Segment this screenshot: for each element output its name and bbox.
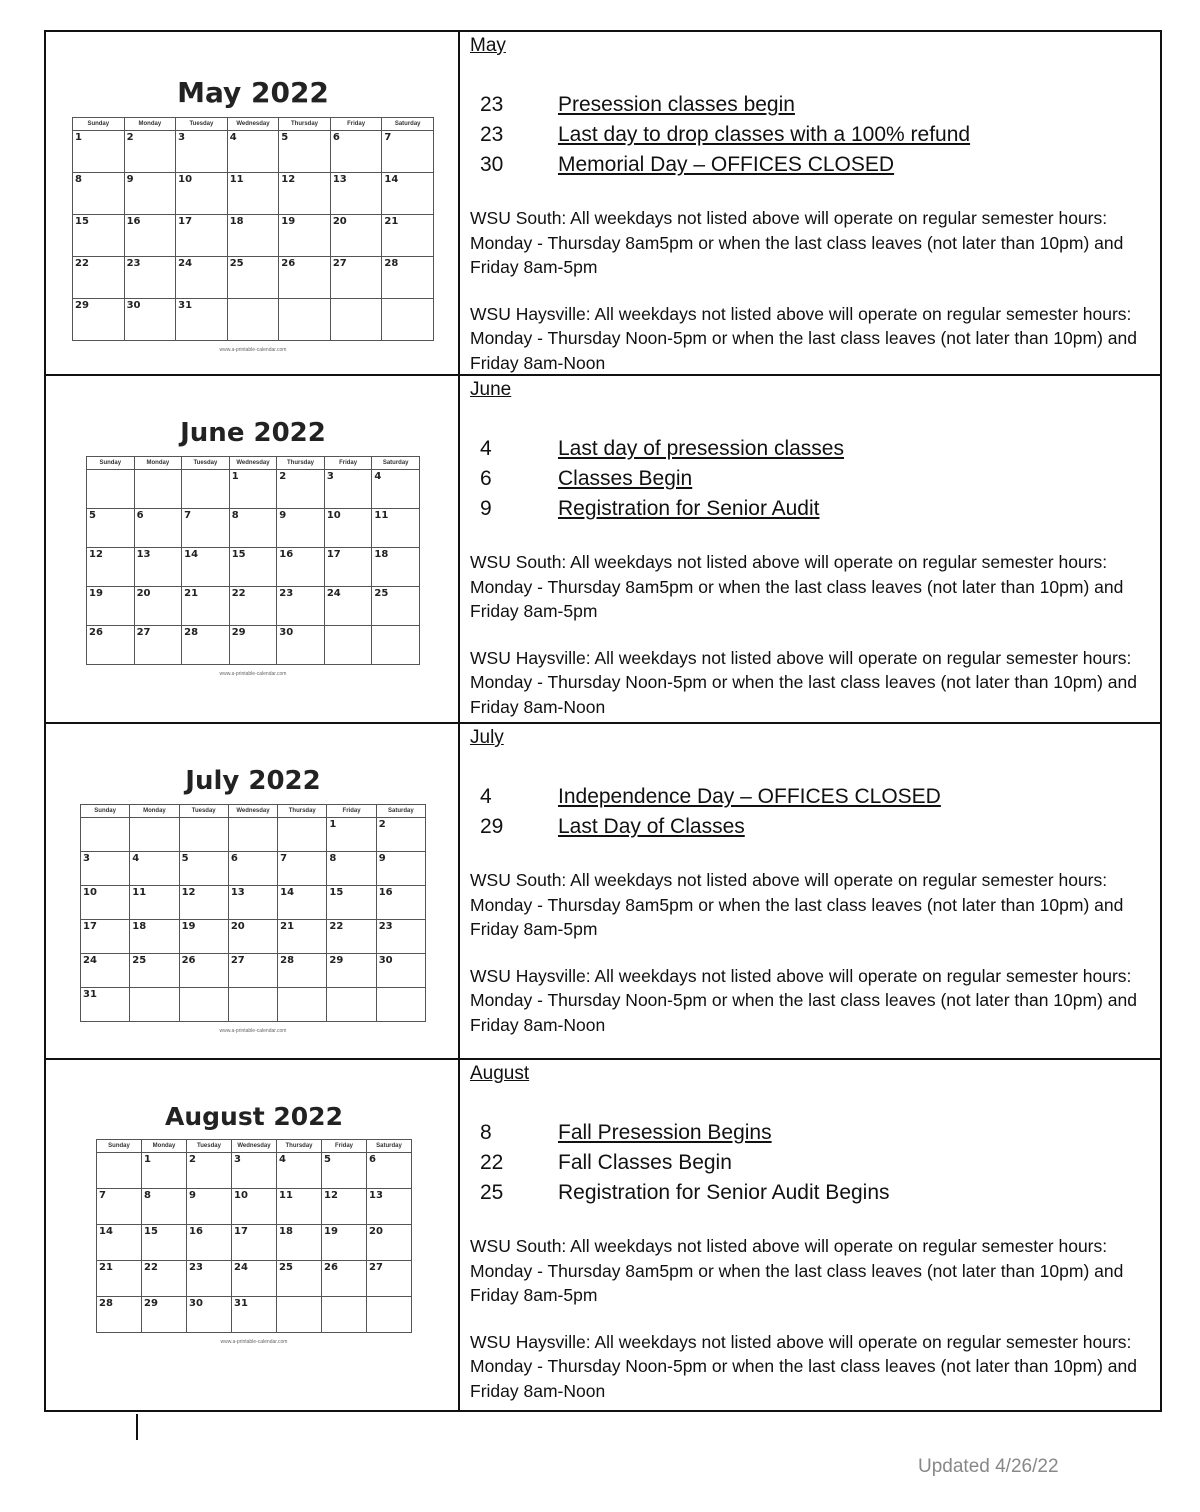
day-cell: 15	[229, 548, 277, 587]
week-row	[97, 1225, 412, 1261]
day-cell	[228, 818, 277, 852]
wsu-south-note: WSU South: All weekdays not listed above will operate on regular semester hours: Monday - Thursday 8am5pm or when the last class leaves (not later than 10pm) and Friday 8am-5pm	[470, 208, 1124, 277]
day-cell: 29	[327, 954, 376, 988]
weekday-label: Thursday	[277, 457, 325, 470]
day-cell: 9	[124, 173, 176, 215]
day-cell: 7	[182, 509, 230, 548]
day-cell: 5	[279, 131, 331, 173]
day-cell: 12	[279, 173, 331, 215]
month-calendar-image	[86, 418, 420, 677]
wsu-south-note: WSU South: All weekdays not listed above will operate on regular semester hours: Monday - Thursday 8am5pm or when the last class leaves (not later than 10pm) and Friday 8am-5pm	[470, 552, 1124, 621]
day-cell: 2	[124, 131, 176, 173]
wsu-haysville-note: WSU Haysville: All weekdays not listed above will operate on regular semester hours: Monday - Thursday Noon-5pm or when the last class leaves (not later than 10pm) and Friday 8am-Noon	[470, 303, 1137, 373]
day-cell: 8	[327, 852, 376, 886]
weekday-label: Thursday	[277, 1140, 322, 1153]
day-cell: 20	[367, 1225, 412, 1261]
day-cell: 7	[97, 1189, 142, 1225]
weekday-label: Friday	[327, 805, 376, 818]
day-cell: 21	[278, 920, 327, 954]
event-list	[470, 434, 1160, 524]
week-row	[87, 548, 420, 587]
day-cell: 12	[87, 548, 135, 587]
weekday-label: Thursday	[279, 118, 331, 131]
week-row	[81, 886, 426, 920]
day-cell: 9	[376, 852, 425, 886]
weekday-label: Wednesday	[227, 118, 279, 131]
month-row-july	[46, 722, 1160, 1058]
month-events-cell	[460, 376, 1160, 722]
weekday-label: Monday	[130, 805, 179, 818]
day-cell	[330, 299, 382, 341]
day-cell: 25	[372, 587, 420, 626]
day-cell	[227, 299, 279, 341]
day-cell: 28	[278, 954, 327, 988]
calendar-table	[44, 30, 1162, 1412]
day-cell: 1	[327, 818, 376, 852]
week-row	[87, 509, 420, 548]
week-row	[73, 131, 434, 173]
weekday-label: Sunday	[81, 805, 130, 818]
weekday-label: Wednesday	[228, 805, 277, 818]
day-cell: 25	[277, 1261, 322, 1297]
day-cell: 22	[229, 587, 277, 626]
week-row	[81, 920, 426, 954]
weekday-label: Tuesday	[176, 118, 228, 131]
day-cell: 3	[232, 1153, 277, 1189]
week-row	[87, 470, 420, 509]
calendar-image-cell	[46, 376, 460, 722]
day-cell	[228, 988, 277, 1022]
day-cell: 10	[232, 1189, 277, 1225]
calendar-image-cell	[46, 1060, 460, 1410]
weekday-label: Sunday	[97, 1140, 142, 1153]
day-cell: 17	[232, 1225, 277, 1261]
calendar-footer: www.a-printable-calendar.com	[220, 1339, 288, 1345]
event-item	[470, 812, 1160, 842]
day-cell: 8	[229, 509, 277, 548]
day-cell: 5	[179, 852, 228, 886]
event-label: Last Day of Classes	[558, 815, 745, 838]
calendar-grid	[86, 456, 420, 665]
event-label: Registration for Senior Audit	[558, 497, 820, 520]
day-cell: 27	[330, 257, 382, 299]
day-cell: 26	[279, 257, 331, 299]
event-day: 8	[480, 1121, 492, 1144]
weekday-label: Wednesday	[232, 1140, 277, 1153]
day-cell: 23	[376, 920, 425, 954]
day-cell: 8	[73, 173, 125, 215]
day-cell	[322, 1297, 367, 1333]
text-cursor	[136, 1414, 138, 1440]
event-item	[470, 494, 1160, 524]
week-row	[97, 1297, 412, 1333]
day-cell: 11	[372, 509, 420, 548]
week-row	[73, 215, 434, 257]
month-heading: August	[470, 1063, 530, 1084]
event-item	[470, 1118, 1160, 1148]
day-cell	[367, 1297, 412, 1333]
week-row	[97, 1153, 412, 1189]
day-cell: 16	[187, 1225, 232, 1261]
week-row	[73, 173, 434, 215]
event-label: Classes Begin	[558, 467, 693, 490]
day-cell	[97, 1153, 142, 1189]
day-cell: 4	[227, 131, 279, 173]
day-cell	[182, 470, 230, 509]
event-item	[470, 434, 1160, 464]
day-cell: 4	[130, 852, 179, 886]
day-cell	[278, 988, 327, 1022]
day-cell: 27	[367, 1261, 412, 1297]
event-day: 6	[480, 467, 492, 490]
day-cell: 23	[187, 1261, 232, 1297]
wsu-haysville-note: WSU Haysville: All weekdays not listed above will operate on regular semester hours: Monday - Thursday Noon-5pm or when the last class leaves (not later than 10pm) and Friday 8am-Noon	[470, 1331, 1137, 1401]
event-item	[470, 782, 1160, 812]
day-cell: 15	[327, 886, 376, 920]
day-cell: 6	[367, 1153, 412, 1189]
day-cell: 29	[73, 299, 125, 341]
event-label: Fall Presession Begins	[558, 1121, 772, 1144]
day-cell: 31	[176, 299, 228, 341]
week-row	[97, 1189, 412, 1225]
day-cell: 13	[367, 1189, 412, 1225]
month-heading: June	[470, 379, 512, 400]
week-row	[81, 988, 426, 1022]
event-item	[470, 90, 1160, 120]
weekday-label: Sunday	[87, 457, 135, 470]
day-cell	[376, 988, 425, 1022]
weekday-label: Sunday	[73, 118, 125, 131]
event-label: Presession classes begin	[558, 93, 795, 116]
day-cell: 28	[382, 257, 434, 299]
day-cell: 30	[376, 954, 425, 988]
day-cell: 10	[324, 509, 372, 548]
day-cell: 22	[73, 257, 125, 299]
day-cell	[81, 818, 130, 852]
day-cell: 28	[97, 1297, 142, 1333]
day-cell	[179, 818, 228, 852]
day-cell: 30	[187, 1297, 232, 1333]
wsu-haysville-note: WSU Haysville: All weekdays not listed above will operate on regular semester hours: Monday - Thursday Noon-5pm or when the last class leaves (not later than 10pm) and Friday 8am-Noon	[470, 965, 1137, 1035]
weekday-label: Saturday	[382, 118, 434, 131]
calendar-title: May 2022	[177, 76, 329, 109]
day-cell: 29	[142, 1297, 187, 1333]
month-calendar-image	[96, 1102, 412, 1345]
day-cell: 24	[81, 954, 130, 988]
calendar-grid	[96, 1139, 412, 1333]
day-cell: 19	[279, 215, 331, 257]
day-cell	[372, 626, 420, 665]
week-row	[87, 587, 420, 626]
day-cell: 13	[228, 886, 277, 920]
wsu-south-note: WSU South: All weekdays not listed above will operate on regular semester hours: Monday - Thursday 8am5pm or when the last class leaves (not later than 10pm) and Friday 8am-5pm	[470, 870, 1124, 939]
weekday-label: Tuesday	[187, 1140, 232, 1153]
day-cell: 21	[382, 215, 434, 257]
day-cell: 21	[97, 1261, 142, 1297]
day-cell: 21	[182, 587, 230, 626]
day-cell: 19	[179, 920, 228, 954]
calendar-title: August 2022	[165, 1102, 343, 1131]
event-item	[470, 150, 1160, 180]
day-cell: 4	[277, 1153, 322, 1189]
month-row-august	[46, 1058, 1160, 1410]
weekday-label: Friday	[330, 118, 382, 131]
calendar-grid	[80, 804, 426, 1022]
event-label: Registration for Senior Audit Begins	[558, 1181, 890, 1204]
day-cell: 16	[124, 215, 176, 257]
event-day: 9	[480, 497, 492, 520]
week-row	[97, 1261, 412, 1297]
day-cell: 1	[73, 131, 125, 173]
day-cell: 15	[142, 1225, 187, 1261]
day-cell: 9	[277, 509, 325, 548]
day-cell: 29	[229, 626, 277, 665]
weekday-header-row	[87, 457, 420, 470]
weekday-label: Thursday	[278, 805, 327, 818]
day-cell: 6	[228, 852, 277, 886]
weekday-label: Friday	[322, 1140, 367, 1153]
calendar-image-cell	[46, 724, 460, 1058]
calendar-footer: www.a-printable-calendar.com	[219, 1028, 287, 1034]
day-cell: 6	[330, 131, 382, 173]
day-cell: 23	[124, 257, 176, 299]
day-cell: 19	[87, 587, 135, 626]
week-row	[81, 852, 426, 886]
event-day: 23	[480, 93, 504, 116]
event-day: 25	[480, 1181, 504, 1204]
day-cell: 7	[382, 131, 434, 173]
day-cell: 18	[372, 548, 420, 587]
hours-notes	[470, 550, 1160, 719]
day-cell: 30	[124, 299, 176, 341]
day-cell: 25	[227, 257, 279, 299]
calendar-title: June 2022	[180, 418, 326, 448]
day-cell: 10	[81, 886, 130, 920]
day-cell: 22	[142, 1261, 187, 1297]
day-cell: 6	[134, 509, 182, 548]
day-cell: 11	[277, 1189, 322, 1225]
day-cell: 13	[134, 548, 182, 587]
event-list	[470, 1118, 1160, 1208]
month-events-cell	[460, 724, 1160, 1058]
day-cell	[134, 470, 182, 509]
event-day: 29	[480, 815, 504, 838]
week-row	[73, 299, 434, 341]
day-cell: 2	[376, 818, 425, 852]
event-day: 4	[480, 785, 492, 808]
wsu-south-note: WSU South: All weekdays not listed above will operate on regular semester hours: Monday - Thursday 8am5pm or when the last class leaves (not later than 10pm) and Friday 8am-5pm	[470, 1236, 1124, 1305]
day-cell: 4	[372, 470, 420, 509]
event-item	[470, 464, 1160, 494]
month-calendar-image	[72, 76, 434, 353]
month-row-june	[46, 374, 1160, 722]
day-cell: 18	[277, 1225, 322, 1261]
weekday-label: Tuesday	[182, 457, 230, 470]
weekday-label: Monday	[124, 118, 176, 131]
day-cell: 5	[322, 1153, 367, 1189]
day-cell: 13	[330, 173, 382, 215]
day-cell: 2	[277, 470, 325, 509]
day-cell	[130, 818, 179, 852]
day-cell: 26	[179, 954, 228, 988]
day-cell	[279, 299, 331, 341]
calendar-grid	[72, 117, 434, 341]
weekday-label: Saturday	[367, 1140, 412, 1153]
day-cell: 18	[130, 920, 179, 954]
weekday-label: Wednesday	[229, 457, 277, 470]
month-calendar-image	[80, 766, 426, 1034]
weekday-header-row	[73, 118, 434, 131]
month-heading: May	[470, 35, 506, 56]
event-label: Last day of presession classes	[558, 437, 844, 460]
day-cell: 9	[187, 1189, 232, 1225]
event-label: Fall Classes Begin	[558, 1151, 732, 1174]
day-cell: 24	[176, 257, 228, 299]
day-cell	[382, 299, 434, 341]
week-row	[87, 626, 420, 665]
weekday-label: Saturday	[376, 805, 425, 818]
month-row-may	[46, 32, 1160, 374]
day-cell: 8	[142, 1189, 187, 1225]
day-cell: 22	[327, 920, 376, 954]
day-cell: 11	[130, 886, 179, 920]
day-cell: 27	[228, 954, 277, 988]
calendar-image-cell	[46, 32, 460, 374]
day-cell: 16	[277, 548, 325, 587]
day-cell: 3	[176, 131, 228, 173]
day-cell: 20	[134, 587, 182, 626]
day-cell: 3	[81, 852, 130, 886]
day-cell: 2	[187, 1153, 232, 1189]
day-cell	[130, 988, 179, 1022]
event-list	[470, 782, 1160, 842]
day-cell	[278, 818, 327, 852]
day-cell: 17	[176, 215, 228, 257]
month-events-cell	[460, 1060, 1160, 1410]
day-cell	[324, 626, 372, 665]
day-cell: 3	[324, 470, 372, 509]
day-cell: 30	[277, 626, 325, 665]
weekday-label: Monday	[134, 457, 182, 470]
event-day: 22	[480, 1151, 504, 1174]
event-day: 4	[480, 437, 492, 460]
day-cell: 12	[322, 1189, 367, 1225]
event-item	[470, 120, 1160, 150]
weekday-label: Saturday	[372, 457, 420, 470]
day-cell: 5	[87, 509, 135, 548]
weekday-label: Tuesday	[179, 805, 228, 818]
weekday-label: Monday	[142, 1140, 187, 1153]
day-cell: 1	[142, 1153, 187, 1189]
day-cell: 31	[81, 988, 130, 1022]
day-cell: 27	[134, 626, 182, 665]
day-cell: 20	[330, 215, 382, 257]
day-cell: 31	[232, 1297, 277, 1333]
weekday-header-row	[81, 805, 426, 818]
day-cell: 10	[176, 173, 228, 215]
day-cell	[87, 470, 135, 509]
day-cell: 24	[324, 587, 372, 626]
day-cell: 14	[382, 173, 434, 215]
wsu-haysville-note: WSU Haysville: All weekdays not listed above will operate on regular semester hours: Monday - Thursday Noon-5pm or when the last class leaves (not later than 10pm) and Friday 8am-Noon	[470, 647, 1137, 717]
day-cell: 17	[324, 548, 372, 587]
week-row	[81, 954, 426, 988]
day-cell: 19	[322, 1225, 367, 1261]
day-cell	[179, 988, 228, 1022]
day-cell: 20	[228, 920, 277, 954]
week-row	[81, 818, 426, 852]
day-cell: 14	[278, 886, 327, 920]
weekday-header-row	[97, 1140, 412, 1153]
day-cell: 17	[81, 920, 130, 954]
day-cell: 23	[277, 587, 325, 626]
month-events-cell	[460, 32, 1160, 374]
hours-notes	[470, 868, 1160, 1037]
day-cell: 25	[130, 954, 179, 988]
day-cell: 14	[97, 1225, 142, 1261]
day-cell: 16	[376, 886, 425, 920]
hours-notes	[470, 206, 1160, 375]
day-cell: 12	[179, 886, 228, 920]
event-label: Last day to drop classes with a 100% refund	[558, 123, 971, 146]
hours-notes	[470, 1234, 1160, 1403]
day-cell	[327, 988, 376, 1022]
event-day: 23	[480, 123, 504, 146]
day-cell: 15	[73, 215, 125, 257]
calendar-footer: www.a-printable-calendar.com	[219, 671, 287, 677]
day-cell: 11	[227, 173, 279, 215]
event-list	[470, 90, 1160, 180]
weekday-label: Friday	[324, 457, 372, 470]
day-cell: 28	[182, 626, 230, 665]
day-cell: 14	[182, 548, 230, 587]
calendar-footer: www.a-printable-calendar.com	[219, 347, 287, 353]
day-cell	[277, 1297, 322, 1333]
month-heading: July	[470, 727, 504, 748]
day-cell: 26	[322, 1261, 367, 1297]
event-day: 30	[480, 153, 504, 176]
event-label: Memorial Day – OFFICES CLOSED	[558, 153, 895, 176]
day-cell: 7	[278, 852, 327, 886]
day-cell: 26	[87, 626, 135, 665]
event-item	[470, 1148, 1160, 1178]
event-label: Independence Day – OFFICES CLOSED	[558, 785, 941, 808]
calendar-title: July 2022	[185, 766, 321, 796]
event-item	[470, 1178, 1160, 1208]
day-cell: 18	[227, 215, 279, 257]
week-row	[73, 257, 434, 299]
day-cell: 1	[229, 470, 277, 509]
day-cell: 24	[232, 1261, 277, 1297]
updated-date: Updated 4/26/22	[918, 1456, 1059, 1477]
